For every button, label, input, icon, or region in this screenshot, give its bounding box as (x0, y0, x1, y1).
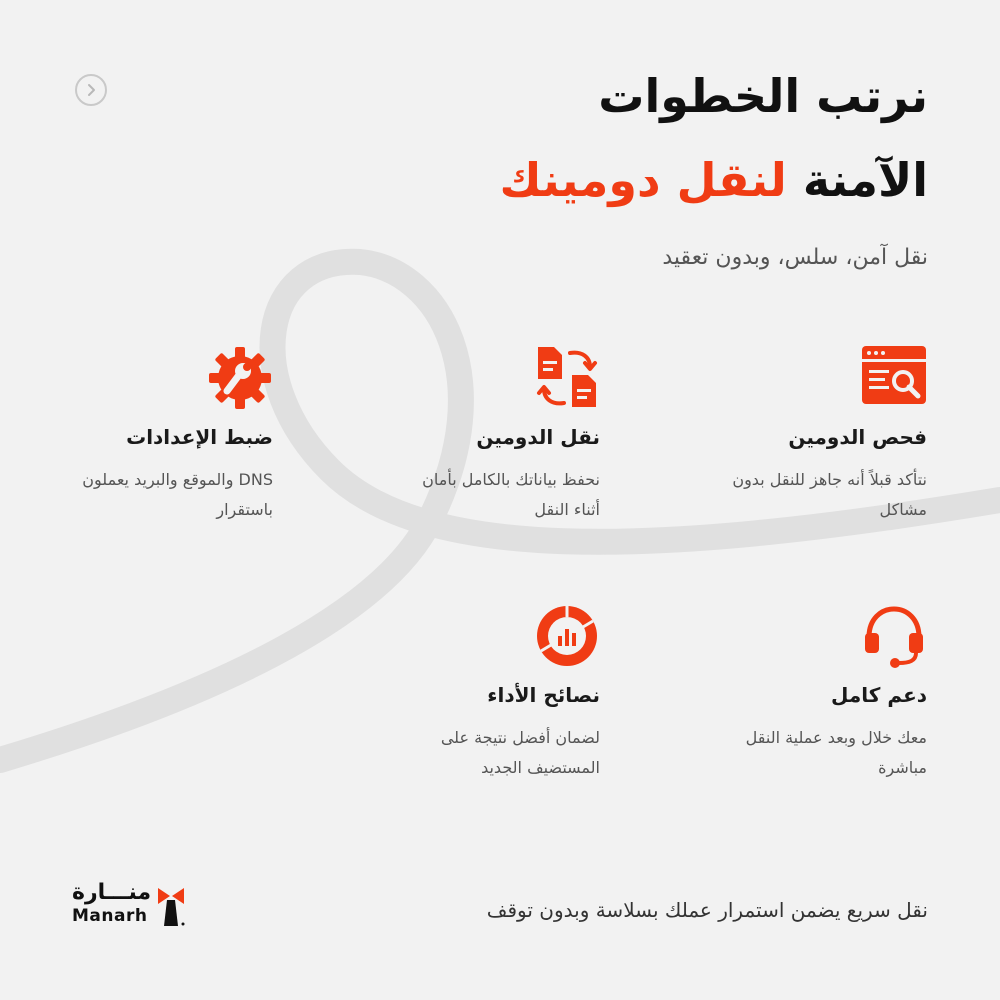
settings-wrench-icon (207, 345, 273, 411)
page-subtitle: نقل آمن، سلس، وبدون تعقيد (662, 245, 928, 270)
next-arrow-button[interactable] (75, 74, 107, 106)
page-title-line2 (499, 150, 928, 210)
file-transfer-icon (534, 345, 600, 411)
feature-title: دعم كامل (831, 683, 927, 707)
feature-description: نتأكد قبلاً أنه جاهز للنقل بدون مشاكل (732, 470, 927, 519)
feature-settings (0, 345, 273, 545)
chevron-right-icon (84, 83, 98, 97)
title-plain-part: الآمنة (802, 153, 928, 207)
feature-title: نقل الدومين (476, 425, 600, 449)
feature-performance-tips (300, 603, 600, 803)
footer-tagline: نقل سريع يضمن استمرار عملك بسلاسة وبدون توقف (486, 898, 928, 922)
feature-description: لضمان أفضل نتيجة على المستضيف الجديد (440, 728, 600, 777)
title-accent-part: لنقل دومينك (499, 153, 787, 207)
domain-search-icon (861, 345, 927, 411)
logo-english-text: Manarh (72, 906, 148, 926)
feature-full-support (627, 603, 927, 803)
lighthouse-logo-icon (156, 886, 186, 926)
feature-domain-transfer (300, 345, 600, 545)
feature-description: DNS والموقع والبريد يعملون باستقرار (82, 470, 273, 519)
performance-chart-icon (534, 603, 600, 669)
feature-title: نصائح الأداء (487, 683, 600, 707)
manarh-logo (72, 880, 212, 930)
feature-title: فحص الدومين (788, 425, 927, 449)
logo-arabic-text: منـــارة (72, 880, 152, 905)
feature-domain-check (627, 345, 927, 545)
feature-description: نحفظ بياناتك بالكامل بأمان أثناء النقل (422, 470, 600, 519)
headset-icon (861, 603, 927, 669)
page-title-line1: نرتب الخطوات (598, 69, 928, 123)
feature-description: معك خلال وبعد عملية النقل مباشرة (745, 728, 927, 777)
feature-title: ضبط الإعدادات (126, 425, 273, 449)
